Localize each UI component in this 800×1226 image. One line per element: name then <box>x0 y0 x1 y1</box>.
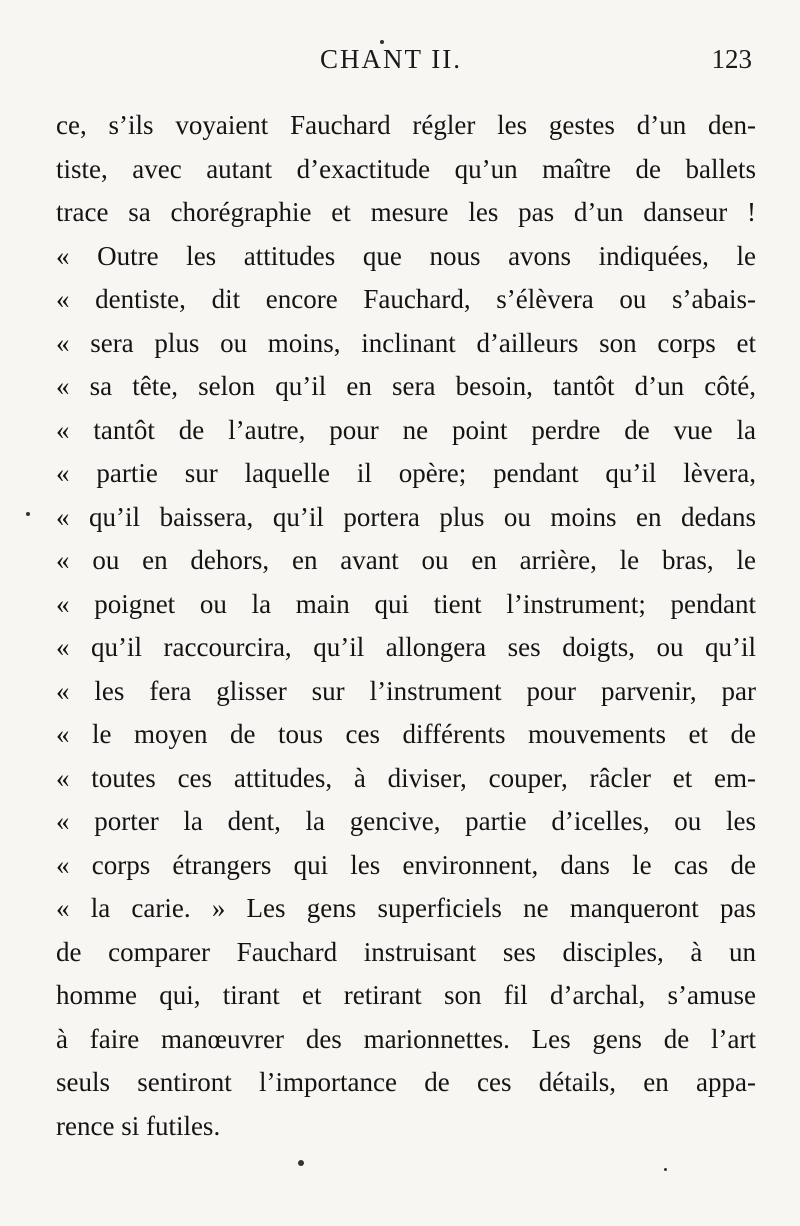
ink-speck <box>26 512 30 516</box>
text-line: seuls sentiront l’importance de ces détails, en appa- <box>56 1067 756 1097</box>
ink-speck <box>664 1168 667 1171</box>
text-line: de comparer Fauchard instruisant ses disciples, à un <box>56 936 756 967</box>
text-line: « qu’il raccourcira, qu’il allongera ses doigts, ou qu’il <box>56 632 756 662</box>
text-line: trace sa chorégraphie et mesure les pas d’un danseur ! <box>56 197 756 227</box>
page-number: 123 <box>711 44 752 74</box>
text-line: « dentiste, dit encore Fauchard, s’élèvera ou s’abais- <box>56 284 756 314</box>
ink-speck <box>298 1160 304 1166</box>
text-line: « partie sur laquelle il opère; pendant qu’il lèvera, <box>56 458 756 488</box>
text-line: ce, s’ils voyaient Fauchard régler les gestes d’un den- <box>56 110 756 140</box>
text-line: « sa tête, selon qu’il en sera besoin, tantôt d’un côté, <box>56 371 756 401</box>
text-line: « le moyen de tous ces différents mouvements et de <box>56 719 756 749</box>
text-line: à faire manœuvrer des marionnettes. Les gens de l’art <box>56 1023 756 1054</box>
ink-speck <box>380 40 384 44</box>
text-line: homme qui, tirant et retirant son fil d’archal, s’amuse <box>56 980 756 1010</box>
text-line: « sera plus ou moins, inclinant d’ailleurs son corps et <box>56 327 756 358</box>
text-line: « poignet ou la main qui tient l’instrument; pendant <box>56 588 756 619</box>
text-line: « Outre les attitudes que nous avons indiquées, le <box>56 240 756 271</box>
text-line: tiste, avec autant d’exactitude qu’un maître de ballets <box>56 153 756 184</box>
text-line: « porter la dent, la gencive, partie d’icelles, ou les <box>56 806 756 836</box>
text-line: « les fera glisser sur l’instrument pour parvenir, par <box>56 675 756 706</box>
text-line: « toutes ces attitudes, à diviser, couper, râcler et em- <box>56 762 756 793</box>
text-line: « corps étrangers qui les environnent, dans le cas de <box>56 849 756 880</box>
text-line: « tantôt de l’autre, pour ne point perdre de vue la <box>56 414 756 445</box>
chapter-title: CHANT II. <box>320 44 462 74</box>
body-text <box>56 104 756 1148</box>
text-line: rence si futiles. <box>56 1110 221 1141</box>
text-line: « la carie. » Les gens superficiels ne manqueront pas <box>56 893 756 923</box>
text-line: « ou en dehors, en avant ou en arrière, le bras, le <box>56 545 756 575</box>
text-line: « qu’il baissera, qu’il portera plus ou moins en dedans <box>56 501 756 532</box>
running-head <box>0 44 800 84</box>
